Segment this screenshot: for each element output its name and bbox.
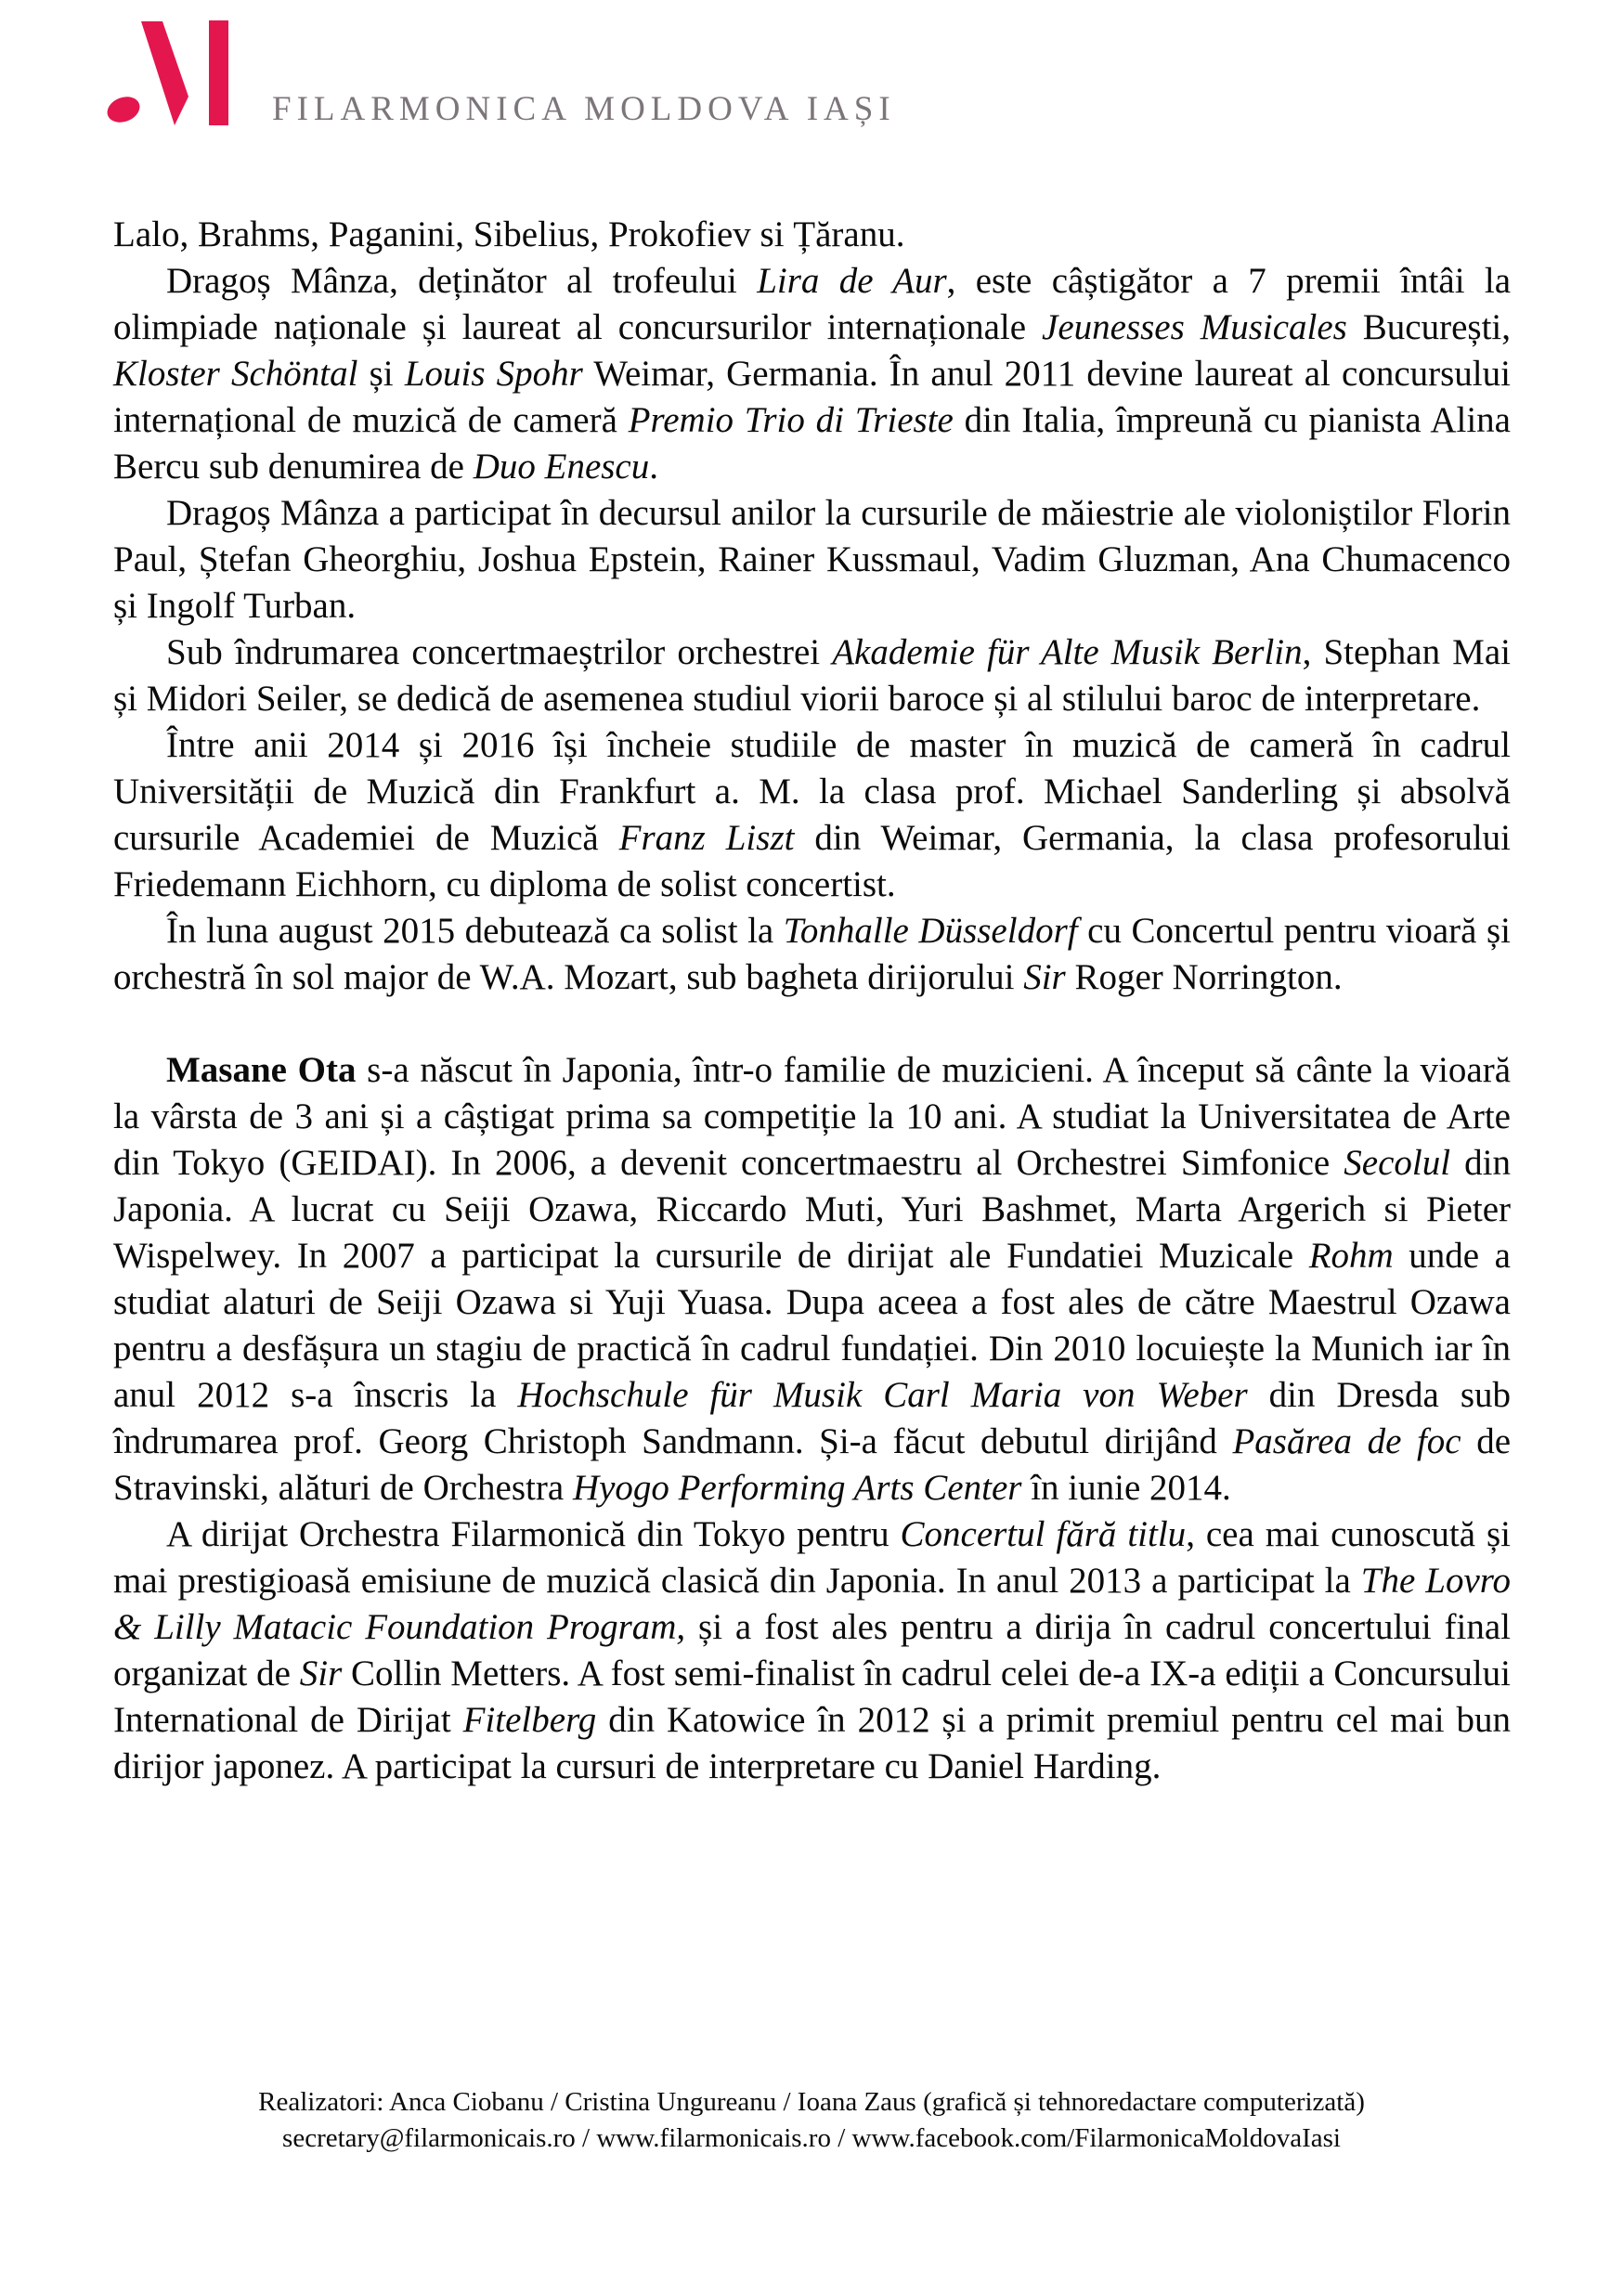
text-run: din Japonia. A lucrat cu Seiji Ozawa, Riccardo Muti, Yuri Bashmet, Marta Argerich si Pieter Wispelwey. In 2007 a participat la cursurile de dirijat ale Fundatiei Muzicale	[113, 1143, 1511, 1276]
paragraph	[113, 1047, 1511, 1511]
text-run: și a fost ales pentru a dirija în cadrul concertului final organizat de	[113, 1607, 1511, 1693]
text-run: Dragoș Mânza a participat în decursul anilor la cursurile de măiestrie ale violoniștilor Florin Paul, Ștefan Gheorghiu, Joshua Epstein, Rainer Kussmaul, Vadim Gluzman, Ana Chumacenco și Ingolf Turban.	[113, 493, 1511, 626]
filarmonica-logo	[105, 19, 232, 128]
text-run: și	[357, 354, 405, 394]
text-run: unde a studiat alaturi de Seiji Ozawa si Yuji Yuasa. Dupa aceea a fost ales de către Maestrul Ozawa pentru a desfășura un stagiu de practică în cadrul fundației. Din 2010 locuiește la Munich iar în anul 2012 s-a înscris la	[113, 1236, 1511, 1415]
text-run: Lalo, Brahms, Paganini, Sibelius, Prokofiev si Țăranu.	[113, 214, 905, 254]
text-run: , Stephan Mai și Midori Seiler, se dedică de asemenea studiul viorii baroce și al stilului baroc de interpretare.	[113, 632, 1512, 719]
text-run: , cea mai cunoscută și mai prestigioasă emisiune de muzică clasică din Japonia. In anul 2013 a participat la	[113, 1514, 1511, 1601]
logo-bar	[209, 20, 228, 125]
text-run: cu Concertul pentru vioară și orchestră în sol major de W.A. Mozart, sub bagheta dirijorului	[113, 911, 1511, 997]
paragraph	[113, 722, 1511, 908]
italic-title-run: Sir	[299, 1654, 343, 1693]
text-run: din Katowice în 2012 și a primit premiul pentru cel mai bun dirijor japonez. A participat la cursuri de interpretare cu Daniel Harding.	[113, 1700, 1511, 1786]
paragraph	[113, 212, 1511, 258]
text-run: Dragoș Mânza, deținător al trofeului	[166, 261, 758, 301]
text-run: Sub îndrumarea concertmaeștrilor orchestrei	[166, 632, 833, 672]
letterhead	[0, 0, 1623, 167]
italic-title-run: Concertul fără titlu	[900, 1514, 1187, 1554]
text-run: .	[649, 447, 658, 486]
italic-title-run: Lira de Aur	[757, 261, 947, 301]
text-run: București,	[1346, 307, 1512, 347]
paragraph	[113, 629, 1511, 722]
italic-title-run: Kloster Schöntal	[113, 354, 358, 394]
text-run: de Stravinski, alături de Orchestra	[113, 1421, 1512, 1508]
italic-title-run: Hochschule für Musik Carl Maria von Weber	[517, 1375, 1248, 1415]
paragraph	[113, 908, 1511, 1001]
page-footer	[0, 2084, 1623, 2157]
italic-title-run: Premio Trio di Trieste	[628, 400, 954, 440]
text-run: Collin Metters. A fost semi-finalist în cadrul celei de-a IX-a ediții a Concursului International de Dirijat	[113, 1654, 1511, 1740]
logo-diagonal-stroke	[141, 21, 188, 125]
italic-title-run: Franz Liszt	[618, 818, 795, 858]
italic-title-run: Louis Spohr	[404, 354, 583, 394]
italic-title-run: The Lovro & Lilly Matacic Foundation Program,	[113, 1561, 1511, 1647]
italic-title-run: Secolul	[1344, 1143, 1451, 1183]
italic-title-run: Rohm	[1308, 1236, 1394, 1276]
text-run: din Dresda sub îndrumarea prof. Georg Christoph Sandmann. Și-a făcut debutul dirijând	[113, 1375, 1512, 1461]
text-run: din Italia, împreună cu pianista Alina Bercu sub denumirea de	[113, 400, 1511, 486]
text-run: A dirijat Orchestra Filarmonică din Tokyo pentru	[166, 1514, 901, 1554]
paragraph	[113, 1511, 1511, 1790]
bold-name-run: Masane Ota	[166, 1050, 357, 1090]
footer-contacts: secretary@filarmonicais.ro / www.filarmonicais.ro / www.facebook.com/FilarmonicaMoldovaIasi	[282, 2123, 1341, 2153]
document-body	[113, 212, 1511, 1790]
text-run: din Weimar, Germania, la clasa profesorului Friedemann Eichhorn, cu diploma de solist concertist.	[113, 818, 1511, 904]
italic-title-run: Pasărea de foc	[1232, 1421, 1461, 1461]
text-run: Între anii 2014 și 2016 își încheie studiile de master în muzică de cameră în cadrul Universității de Muzică din Frankfurt a. M. la clasa prof. Michael Sanderling și absolvă cursurile Academiei de Muzică	[113, 725, 1511, 858]
text-run: , este câștigător a 7 premii întâi la olimpiade naționale și laureat al concursurilor internaționale	[113, 261, 1512, 347]
italic-title-run: Akademie für Alte Musik Berlin	[832, 632, 1303, 672]
italic-title-run: Hyogo Performing Arts Center	[572, 1468, 1022, 1508]
italic-title-run: Fitelberg	[462, 1700, 597, 1740]
text-run: în iunie 2014.	[1021, 1468, 1231, 1508]
text-run: s-a născut în Japonia, într-o familie de muzicieni. A început să cânte la vioară la vârsta de 3 ani și a câștigat prima sa competiție la 10 ani. A studiat la Universitatea de Arte din Tokyo (GEIDAI). In 2006, a devenit concertmaestru al Orchestrei Simfonice	[113, 1050, 1512, 1183]
italic-title-run: Sir	[1023, 957, 1066, 997]
italic-title-run: Jeunesses Musicales	[1042, 307, 1347, 347]
italic-title-run: Tonhalle Düsseldorf	[783, 911, 1078, 951]
logo-note-dot	[105, 92, 143, 126]
paragraph	[113, 258, 1511, 490]
text-run: Weimar, Germania. În anul 2011 devine laureat al concursului internațional de muzică de cameră	[113, 354, 1511, 440]
italic-title-run: Duo Enescu	[473, 447, 650, 486]
text-run: În luna august 2015 debutează ca solist la	[166, 911, 784, 951]
text-run: Roger Norrington.	[1065, 957, 1343, 997]
footer-credits: Realizatori: Anca Ciobanu / Cristina Ungureanu / Ioana Zaus (grafică și tehnoredactare computerizată)	[258, 2087, 1365, 2117]
paragraph	[113, 490, 1511, 629]
brand-name: FILARMONICA MOLDOVA IAȘI	[272, 90, 896, 128]
